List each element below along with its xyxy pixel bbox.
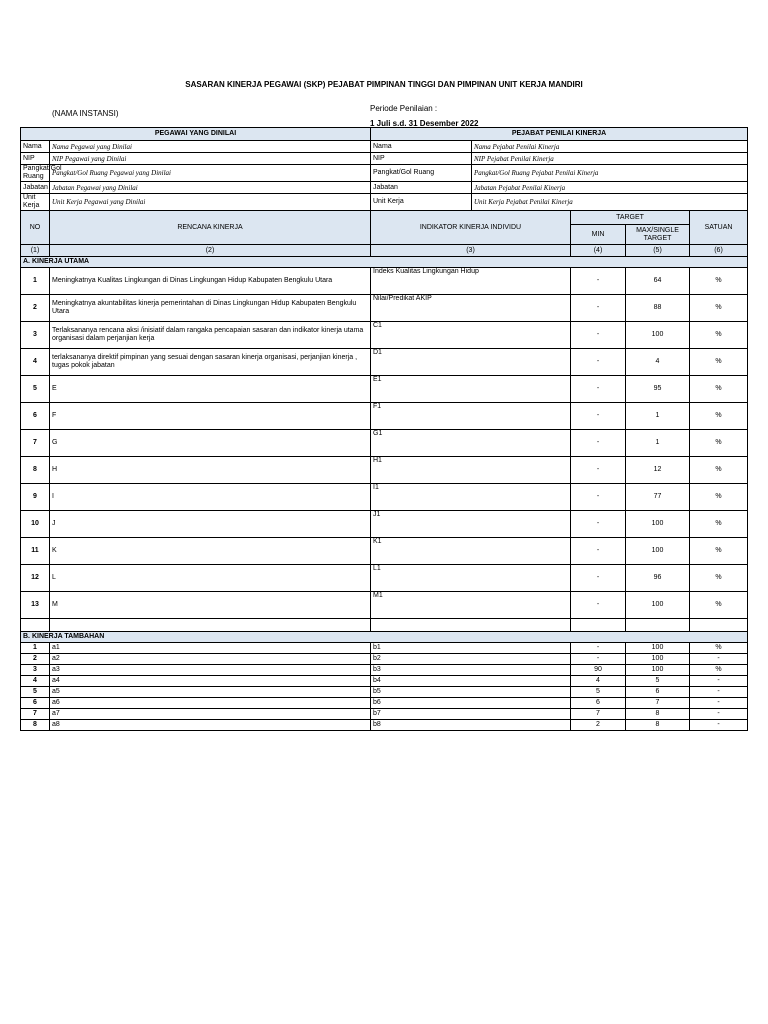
row-max: 8 xyxy=(626,709,690,720)
row-max: 1 xyxy=(626,430,690,457)
row-min: 2 xyxy=(571,720,626,731)
row-max: 4 xyxy=(626,349,690,376)
row-rencana: F xyxy=(50,403,371,430)
table-row xyxy=(21,720,748,731)
row-max: 64 xyxy=(626,268,690,295)
identity-label-pejabat: Nama xyxy=(371,141,472,153)
row-rencana: Terlaksananya rencana aksi /inisiatif dalam rangaka pencapaian sasaran dan indikator kinerja utama organisasi dalam perjanjian kerja xyxy=(50,322,371,349)
row-no: 11 xyxy=(21,538,50,565)
row-no: 2 xyxy=(21,295,50,322)
row-max: 7 xyxy=(626,698,690,709)
row-rencana: I xyxy=(50,484,371,511)
row-max: 100 xyxy=(626,592,690,619)
row-max: 5 xyxy=(626,676,690,687)
row-indikator: b2 xyxy=(371,654,571,665)
col-max: MAX/SINGLE TARGET xyxy=(626,225,690,245)
row-rencana: terlaksananya direktif pimpinan yang sesuai dengan sasaran kinerja organisasi, perjanjian kinerja , tugas pokok jabatan xyxy=(50,349,371,376)
row-min: 6 xyxy=(571,698,626,709)
row-indikator: b6 xyxy=(371,698,571,709)
row-satuan: - xyxy=(690,698,748,709)
row-no: 8 xyxy=(21,720,50,731)
col-target: TARGET xyxy=(571,211,690,225)
row-rencana: a1 xyxy=(50,643,371,654)
table-row xyxy=(21,295,748,322)
empty-cell xyxy=(50,619,371,632)
row-indikator: F1 xyxy=(371,403,571,430)
row-satuan: % xyxy=(690,295,748,322)
row-max: 1 xyxy=(626,403,690,430)
row-rencana: E xyxy=(50,376,371,403)
row-min: 7 xyxy=(571,709,626,720)
row-max: 6 xyxy=(626,687,690,698)
section-kinerja-tambahan: B. KINERJA TAMBAHAN xyxy=(21,632,748,643)
row-no: 6 xyxy=(21,698,50,709)
row-satuan: % xyxy=(690,565,748,592)
pejabat-value: NIP Pejabat Penilai Kinerja xyxy=(472,153,748,165)
pegawai-header: PEGAWAI YANG DINILAI xyxy=(21,128,371,141)
row-rencana: a2 xyxy=(50,654,371,665)
row-min: - xyxy=(571,457,626,484)
row-rencana: M xyxy=(50,592,371,619)
col-min: MIN xyxy=(571,225,626,245)
row-indikator: Indeks Kualitas Lingkungan Hidup xyxy=(371,268,571,295)
row-satuan: - xyxy=(690,654,748,665)
row-satuan: % xyxy=(690,322,748,349)
row-no: 9 xyxy=(21,484,50,511)
identity-label-pejabat: Unit Kerja xyxy=(371,194,472,211)
identity-row xyxy=(21,165,748,182)
table-row xyxy=(21,565,748,592)
row-indikator: J1 xyxy=(371,511,571,538)
table-row xyxy=(21,511,748,538)
pejabat-value: Unit Kerja Pejabat Penilai Kinerja xyxy=(472,194,748,211)
pegawai-value: Nama Pegawai yang Dinilai xyxy=(50,141,371,153)
row-no: 4 xyxy=(21,676,50,687)
row-satuan: % xyxy=(690,430,748,457)
row-max: 12 xyxy=(626,457,690,484)
row-max: 88 xyxy=(626,295,690,322)
row-max: 100 xyxy=(626,511,690,538)
row-rencana: L xyxy=(50,565,371,592)
row-min: 5 xyxy=(571,687,626,698)
row-min: - xyxy=(571,538,626,565)
col-rencana: RENCANA KINERJA xyxy=(50,211,371,245)
pejabat-value: Pangkat/Gol Ruang Pejabat Penilai Kinerja xyxy=(472,165,748,182)
row-rencana: Meningkatnya Kualitas Lingkungan di Dinas Lingkungan Hidup Kabupaten Bengkulu Utara xyxy=(50,268,371,295)
table-row xyxy=(21,687,748,698)
empty-cell xyxy=(21,619,50,632)
row-min: - xyxy=(571,403,626,430)
row-satuan: % xyxy=(690,484,748,511)
table-row xyxy=(21,676,748,687)
empty-cell xyxy=(571,619,626,632)
row-no: 5 xyxy=(21,376,50,403)
row-satuan: - xyxy=(690,687,748,698)
identity-row xyxy=(21,141,748,153)
row-no: 3 xyxy=(21,665,50,676)
row-no: 3 xyxy=(21,322,50,349)
row-no: 5 xyxy=(21,687,50,698)
row-satuan: % xyxy=(690,403,748,430)
col-indikator: INDIKATOR KINERJA INDIVIDU xyxy=(371,211,571,245)
row-max: 100 xyxy=(626,654,690,665)
row-satuan: % xyxy=(690,349,748,376)
document-title: SASARAN KINERJA PEGAWAI (SKP) PEJABAT PIMPINAN TINGGI DAN PIMPINAN UNIT KERJA MANDIRI xyxy=(185,80,583,89)
section-kinerja-utama: A. KINERJA UTAMA xyxy=(21,257,748,268)
row-indikator: b1 xyxy=(371,643,571,654)
row-min: - xyxy=(571,643,626,654)
identity-row xyxy=(21,153,748,165)
identity-row xyxy=(21,194,748,211)
row-rencana: a8 xyxy=(50,720,371,731)
empty-cell xyxy=(626,619,690,632)
row-min: 90 xyxy=(571,665,626,676)
pejabat-value: Nama Pejabat Penilai Kinerja xyxy=(472,141,748,153)
row-min: - xyxy=(571,295,626,322)
row-min: - xyxy=(571,592,626,619)
column-number-row xyxy=(21,245,748,257)
table-row xyxy=(21,592,748,619)
row-indikator: I1 xyxy=(371,484,571,511)
row-satuan: % xyxy=(690,268,748,295)
row-satuan: % xyxy=(690,511,748,538)
table-row xyxy=(21,709,748,720)
row-rencana: G xyxy=(50,430,371,457)
row-rencana: a7 xyxy=(50,709,371,720)
row-no: 1 xyxy=(21,268,50,295)
row-indikator: E1 xyxy=(371,376,571,403)
row-min: - xyxy=(571,565,626,592)
row-max: 100 xyxy=(626,643,690,654)
section-b-row xyxy=(21,632,748,643)
row-indikator: L1 xyxy=(371,565,571,592)
identity-label-pejabat: NIP xyxy=(371,153,472,165)
table-row xyxy=(21,654,748,665)
row-no: 12 xyxy=(21,565,50,592)
row-indikator: b7 xyxy=(371,709,571,720)
pejabat-header: PEJABAT PENILAI KINERJA xyxy=(371,128,748,141)
table-row xyxy=(21,322,748,349)
row-satuan: % xyxy=(690,665,748,676)
party-header-row xyxy=(21,128,748,141)
row-rencana: a4 xyxy=(50,676,371,687)
col-number: (3) xyxy=(371,245,571,257)
row-min: - xyxy=(571,376,626,403)
row-satuan: % xyxy=(690,376,748,403)
table-row xyxy=(21,484,748,511)
row-max: 77 xyxy=(626,484,690,511)
row-indikator: b3 xyxy=(371,665,571,676)
row-indikator: b5 xyxy=(371,687,571,698)
row-indikator: C1 xyxy=(371,322,571,349)
row-satuan: % xyxy=(690,592,748,619)
identity-label-pejabat: Pangkat/Gol Ruang xyxy=(371,165,472,182)
row-rencana: a5 xyxy=(50,687,371,698)
pegawai-value: Jabatan Pegawai yang Dinilai xyxy=(50,182,371,194)
row-min: - xyxy=(571,322,626,349)
column-header-row xyxy=(21,211,748,225)
identity-label-pejabat: Jabatan xyxy=(371,182,472,194)
row-no: 8 xyxy=(21,457,50,484)
row-indikator: b8 xyxy=(371,720,571,731)
row-max: 8 xyxy=(626,720,690,731)
table-row xyxy=(21,665,748,676)
identity-label: Jabatan xyxy=(21,182,50,194)
row-min: - xyxy=(571,654,626,665)
row-satuan: - xyxy=(690,676,748,687)
row-satuan: - xyxy=(690,720,748,731)
row-indikator: K1 xyxy=(371,538,571,565)
periode-label: Periode Penilaian : xyxy=(370,104,438,113)
row-indikator: Nilai/Predikat AKIP xyxy=(371,295,571,322)
identity-label: Unit Kerja xyxy=(21,194,50,211)
row-min: 4 xyxy=(571,676,626,687)
row-min: - xyxy=(571,484,626,511)
row-max: 100 xyxy=(626,538,690,565)
row-indikator: D1 xyxy=(371,349,571,376)
col-number: (1) xyxy=(21,245,50,257)
row-indikator: b4 xyxy=(371,676,571,687)
skp-table xyxy=(20,127,748,731)
row-rencana: Meningkatnya akuntabilitas kinerja pemerintahan di Dinas Lingkungan Hidup Kabupaten Bengkulu Utara xyxy=(50,295,371,322)
pegawai-value: Unit Kerja Pegawai yang Dinilai xyxy=(50,194,371,211)
row-rencana: H xyxy=(50,457,371,484)
col-no: NO xyxy=(21,211,50,245)
empty-cell xyxy=(371,619,571,632)
identity-label: NIP xyxy=(21,153,50,165)
table-row xyxy=(21,349,748,376)
row-indikator: H1 xyxy=(371,457,571,484)
table-row xyxy=(21,698,748,709)
table-row xyxy=(21,457,748,484)
row-max: 100 xyxy=(626,665,690,676)
table-row xyxy=(21,538,748,565)
table-row xyxy=(21,376,748,403)
row-no: 2 xyxy=(21,654,50,665)
row-min: - xyxy=(571,349,626,376)
row-satuan: % xyxy=(690,538,748,565)
identity-label: Pangkat/Gol Ruang xyxy=(21,165,50,182)
row-satuan: % xyxy=(690,643,748,654)
row-min: - xyxy=(571,511,626,538)
col-number: (4) xyxy=(571,245,626,257)
nama-instansi: (NAMA INSTANSI) xyxy=(52,109,119,118)
row-no: 4 xyxy=(21,349,50,376)
table-row xyxy=(21,643,748,654)
identity-row xyxy=(21,182,748,194)
row-rencana: a3 xyxy=(50,665,371,676)
col-number: (6) xyxy=(690,245,748,257)
row-no: 6 xyxy=(21,403,50,430)
row-max: 95 xyxy=(626,376,690,403)
identity-label: Nama xyxy=(21,141,50,153)
row-satuan: - xyxy=(690,709,748,720)
row-indikator: M1 xyxy=(371,592,571,619)
table-row xyxy=(21,268,748,295)
row-no: 7 xyxy=(21,709,50,720)
row-indikator: G1 xyxy=(371,430,571,457)
empty-cell xyxy=(690,619,748,632)
row-rencana: J xyxy=(50,511,371,538)
pegawai-value: NIP Pegawai yang Dinilai xyxy=(50,153,371,165)
table-row xyxy=(21,403,748,430)
row-max: 96 xyxy=(626,565,690,592)
row-rencana: K xyxy=(50,538,371,565)
row-min: - xyxy=(571,430,626,457)
pejabat-value: Jabatan Pejabat Penilai Kinerja xyxy=(472,182,748,194)
row-no: 7 xyxy=(21,430,50,457)
empty-row xyxy=(21,619,748,632)
row-no: 10 xyxy=(21,511,50,538)
row-max: 100 xyxy=(626,322,690,349)
col-satuan: SATUAN xyxy=(690,211,748,245)
row-no: 1 xyxy=(21,643,50,654)
periode-value: 1 Juli s.d. 31 Desember 2022 xyxy=(370,119,479,128)
section-a-row xyxy=(21,257,748,268)
row-min: - xyxy=(571,268,626,295)
col-number: (5) xyxy=(626,245,690,257)
row-rencana: a6 xyxy=(50,698,371,709)
row-satuan: % xyxy=(690,457,748,484)
row-no: 13 xyxy=(21,592,50,619)
table-row xyxy=(21,430,748,457)
col-number: (2) xyxy=(50,245,371,257)
pegawai-value: Pangkat/Gol Ruang Pegawai yang Dinilai xyxy=(50,165,371,182)
